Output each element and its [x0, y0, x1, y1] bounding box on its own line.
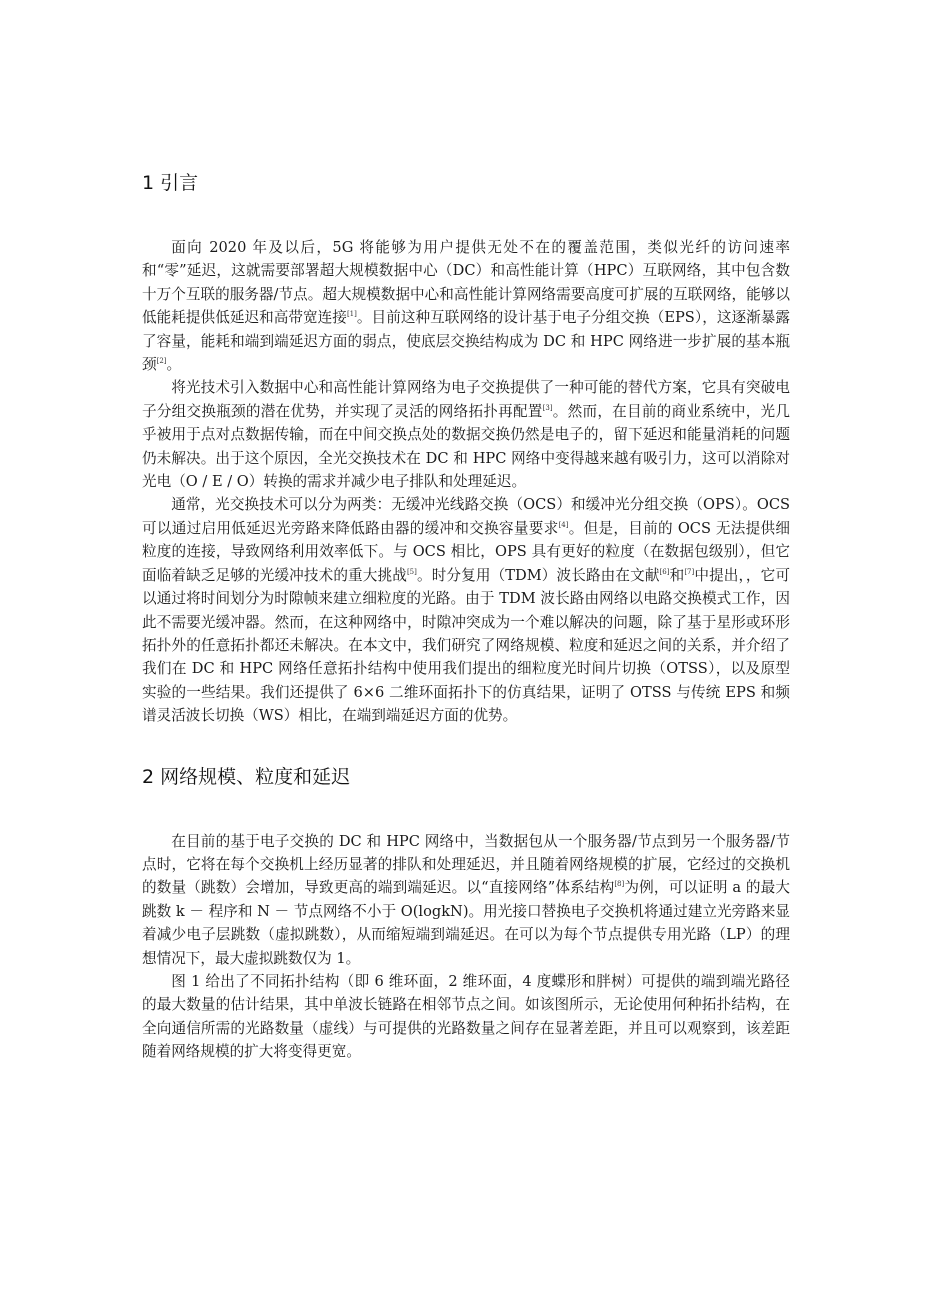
citation-ref: [2]	[156, 357, 167, 366]
paragraph	[142, 493, 790, 727]
paragraph	[142, 970, 790, 1064]
paragraph-text: 。目前这种互联网络的设计基于电子分组交换（EPS），这逐渐暴露了容量，能耗和端到端延迟方面的弱点，使底层交换结构成为 DC 和 HPC 网络进一步扩展的基本瓶颈	[142, 309, 790, 374]
citation-ref: [6]	[659, 567, 670, 576]
paragraph-text: 在目前的基于电子交换的 DC 和 HPC 网络中，当数据包从一个服务器/节点到另一个服务器/节点时，它将在每个交换机上经历显著的排队和处理延迟，并且随着网络规模的扩展，它经过的交换机的数量（跳数）会增加，导致更高的端到端延迟。以“直接网络”体系结构	[142, 832, 790, 897]
paragraph	[142, 830, 790, 970]
paragraph-text: 和	[669, 566, 685, 584]
section-heading-scale-granularity-latency: 2 网络规模、粒度和延迟	[142, 765, 351, 788]
paragraph-text: 面向 2020 年及以后，5G 将能够为用户提供无处不在的覆盖范围，类似光纤的访问速率和“零”延迟，这就需要部署超大规模数据中心（DC）和高性能计算（HPC）互联网络，其中包含数十万个互联的服务器/节点。超大规模数据中心和高性能计算网络需要高度可扩展的互联网络，能够以低能耗提供低延迟和高带宽连接	[142, 239, 790, 327]
paragraph-text: 。	[166, 356, 182, 374]
paragraph-text: 中提出，，它可以通过将时间划分为时隙帧来建立细粒度的光路。由于 TDM 波长路由网络以电路交换模式工作，因此不需要光缓冲器。然而，在这种网络中，时隙冲突成为一个难以解决的问题，除了基于星形或环形拓扑外的任意拓扑都还未解决。在本文中，我们研究了网络规模、粒度和延迟之间的关系，并介绍了我们在 DC 和 HPC 网络任意拓扑结构中使用我们提出的细粒度光时间片切换（OTSS），以及原型实验的一些结果。我们还提供了 6×6 二维环面拓扑下的仿真结果，证明了 OTSS 与传统 EPS 和频谱灵活波长切换（WS）相比，在端到端延迟方面的优势。	[142, 566, 790, 725]
paragraph-text: 图 1 给出了不同拓扑结构（即 6 维环面，2 维环面，4 度蝶形和胖树）可提供的端到端光路径的最大数量的估计结果，其中单波长链路在相邻节点之间。如该图所示，无论使用何种拓扑结构，在全向通信所需的光路数量（虚线）与可提供的光路数量之间存在显著差距，并且可以观察到，该差距随着网络规模的扩大将变得更宽。	[142, 972, 790, 1061]
paragraph-text: 为例，可以证明 a 的最大跳数 k － 程序和 N － 节点网络不小于 O(logkN)。用光接口替换电子交换机将通过建立光旁路来显着减少电子层跳数（虚拟跳数），从而缩短端到端延迟。在可以为每个节点提供专用光路（LP）的理想情况下，最大虚拟跳数仅为 1。	[142, 879, 790, 967]
citation-ref: [7]	[684, 567, 695, 576]
citation-ref: [3]	[542, 403, 553, 412]
citation-ref: [1]	[346, 310, 357, 319]
citation-ref: [4]	[558, 521, 569, 530]
citation-ref: [5]	[406, 567, 417, 576]
paragraph-text: 。然而，在目前的商业系统中，光几乎被用于点对点数据传输，而在中间交换点处的数据交换仍然是电子的，留下延迟和能量消耗的问题仍未解决。出于这个原因，全光交换技术在 DC 和 HPC 网络中变得越来越有吸引力，这可以消除对光电（O / E / O）转换的需求并减少电子排队和处理延迟。	[142, 402, 790, 491]
section-heading-introduction: 1 引言	[142, 172, 199, 194]
paragraph	[142, 376, 790, 493]
citation-ref: [8]	[614, 880, 625, 889]
paragraph-text: 。时分复用（TDM）波长路由在文献	[416, 566, 660, 584]
paragraph-text: 将光技术引入数据中心和高性能计算网络为电子交换提供了一种可能的替代方案，它具有突破电子分组交换瓶颈的潜在优势，并实现了灵活的网络拓扑再配置	[142, 379, 790, 420]
paragraph-text: 通常，光交换技术可以分为两类：无缓冲光线路交换（OCS）和缓冲光分组交换（OPS）。OCS 可以通过启用低延迟光旁路来降低路由器的缓冲和交换容量要求	[142, 496, 790, 537]
paper-body	[142, 170, 790, 1064]
paragraph-text: 。但是，目前的 OCS 无法提供细粒度的连接，导致网络利用效率低下。与 OCS 相比，OPS 具有更好的粒度（在数据包级别），但它面临着缺乏足够的光缓冲技术的重大挑战	[142, 519, 790, 584]
paragraph	[142, 236, 790, 376]
